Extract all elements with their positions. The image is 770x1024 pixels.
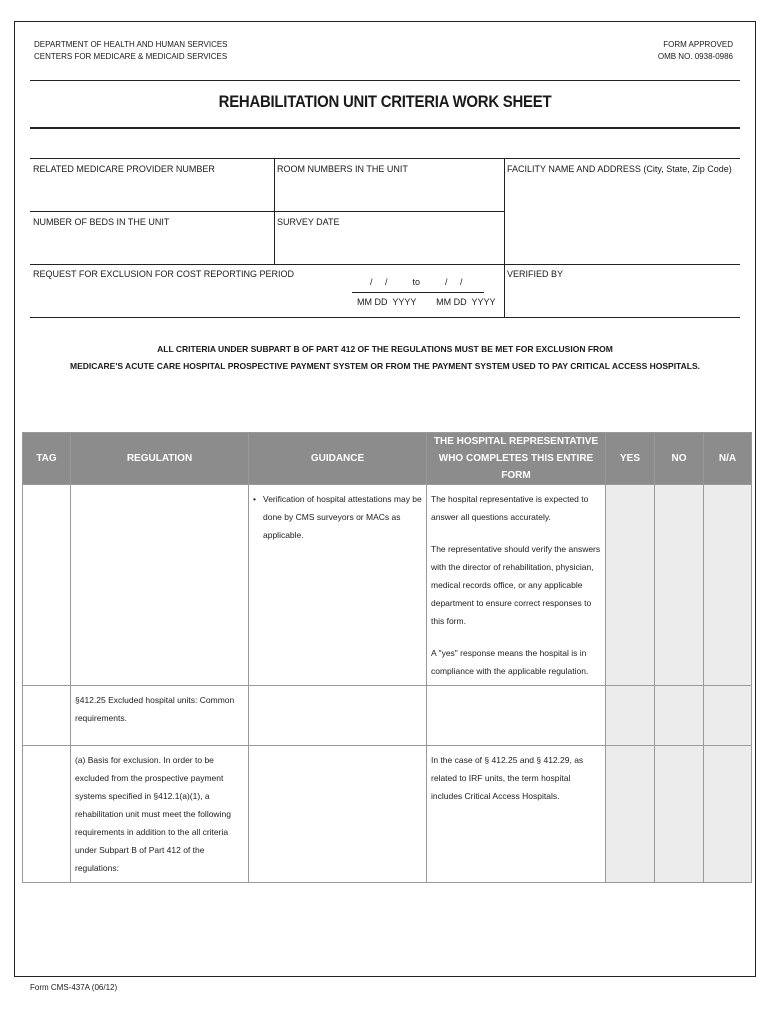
divider bbox=[30, 158, 740, 159]
exclusion-notice bbox=[60, 341, 710, 375]
provider-number-field[interactable]: RELATED MEDICARE PROVIDER NUMBER bbox=[33, 164, 215, 174]
no-checkbox[interactable] bbox=[655, 686, 704, 746]
survey-date-field[interactable]: SURVEY DATE bbox=[277, 217, 340, 227]
tag-cell bbox=[23, 746, 71, 883]
header-guidance: GUIDANCE bbox=[249, 433, 427, 485]
header-na: N/A bbox=[704, 433, 752, 485]
yes-checkbox[interactable] bbox=[606, 485, 655, 686]
facility-name-field[interactable]: FACILITY NAME AND ADDRESS (City, State, Zip Code) bbox=[507, 164, 732, 174]
guidance-text: Verification of hospital attestations may be done by CMS surveyors or MACs as applicable. bbox=[263, 494, 422, 540]
approval-line2: OMB NO. 0938-0986 bbox=[657, 52, 733, 61]
table-header-row bbox=[23, 433, 752, 485]
table-row bbox=[23, 485, 752, 686]
divider bbox=[30, 211, 504, 212]
notice-line2: MEDICARE'S ACUTE CARE HOSPITAL PROSPECTIVE PAYMENT SYSTEM OR FROM THE PAYMENT SYSTEM USED TO PAY CRITICAL ACCESS HOSPITALS. bbox=[69, 361, 700, 371]
notice-line1: ALL CRITERIA UNDER SUBPART B OF PART 412 OF THE REGULATIONS MUST BE MET FOR EXCLUSION FROM bbox=[157, 344, 613, 354]
number-of-beds-field[interactable]: NUMBER OF BEDS IN THE UNIT bbox=[33, 217, 170, 227]
na-checkbox[interactable] bbox=[704, 746, 752, 883]
table-row bbox=[23, 746, 752, 883]
tag-cell bbox=[23, 485, 71, 686]
yes-checkbox[interactable] bbox=[606, 746, 655, 883]
header-no: NO bbox=[655, 433, 704, 485]
tag-cell bbox=[23, 686, 71, 746]
no-checkbox[interactable] bbox=[655, 746, 704, 883]
divider bbox=[30, 317, 740, 318]
divider bbox=[274, 158, 275, 264]
room-numbers-field[interactable]: ROOM NUMBERS IN THE UNIT bbox=[277, 164, 408, 174]
criteria-table bbox=[22, 432, 752, 883]
table-row bbox=[23, 686, 752, 746]
bullet-icon: • bbox=[253, 494, 256, 504]
na-checkbox[interactable] bbox=[704, 485, 752, 686]
divider bbox=[504, 158, 505, 317]
rep-paragraph: The representative should verify the answers with the director of rehabilitation, physician, medical records office, or any applicable department to ensure correct responses to this form. bbox=[431, 544, 601, 626]
approval-line1: FORM APPROVED bbox=[663, 40, 733, 49]
date-range[interactable]: / / to / / bbox=[370, 277, 463, 287]
verified-by-field[interactable]: VERIFIED BY bbox=[507, 269, 564, 279]
agency-block bbox=[34, 39, 228, 63]
header-tag: TAG bbox=[23, 433, 71, 485]
representative-cell bbox=[427, 485, 606, 686]
header-yes: YES bbox=[606, 433, 655, 485]
na-checkbox[interactable] bbox=[704, 686, 752, 746]
header-representative: THE HOSPITAL REPRESENTATIVE WHO COMPLETES THIS ENTIRE FORM bbox=[427, 433, 606, 485]
yes-checkbox[interactable] bbox=[606, 686, 655, 746]
exclusion-request-field[interactable]: REQUEST FOR EXCLUSION FOR COST REPORTING PERIOD bbox=[33, 269, 295, 279]
divider bbox=[30, 80, 740, 81]
date-underline bbox=[352, 292, 484, 293]
agency-line1: DEPARTMENT OF HEALTH AND HUMAN SERVICES bbox=[34, 40, 228, 49]
regulation-cell bbox=[71, 485, 249, 686]
guidance-cell bbox=[249, 686, 427, 746]
date-format: MM DD YYYY MM DD YYYY bbox=[357, 297, 496, 307]
representative-cell: In the case of § 412.25 and § 412.29, as related to IRF units, the term hospital includes Critical Access Hospitals. bbox=[427, 746, 606, 883]
page-title: REHABILITATION UNIT CRITERIA WORK SHEET bbox=[218, 92, 552, 111]
regulation-cell: §412.25 Excluded hospital units: Common requirements. bbox=[71, 686, 249, 746]
rep-paragraph: A "yes" response means the hospital is in compliance with the applicable regulation. bbox=[431, 648, 589, 676]
form-number: Form CMS-437A (06/12) bbox=[30, 983, 118, 992]
approval-block bbox=[658, 39, 733, 63]
no-checkbox[interactable] bbox=[655, 485, 704, 686]
guidance-cell bbox=[249, 485, 427, 686]
agency-line2: CENTERS FOR MEDICARE & MEDICAID SERVICES bbox=[34, 52, 228, 61]
rep-paragraph: The hospital representative is expected to answer all questions accurately. bbox=[431, 494, 589, 522]
divider bbox=[30, 264, 740, 265]
representative-cell bbox=[427, 686, 606, 746]
guidance-cell bbox=[249, 746, 427, 883]
regulation-cell: (a) Basis for exclusion. In order to be excluded from the prospective payment systems specified in §412.1(a)(1), a rehabilitation unit must meet the following requirements in addition to the all criteria under Subpart B of Part 412 of the regulations: bbox=[71, 746, 249, 883]
header-regulation: REGULATION bbox=[71, 433, 249, 485]
divider bbox=[30, 127, 740, 129]
